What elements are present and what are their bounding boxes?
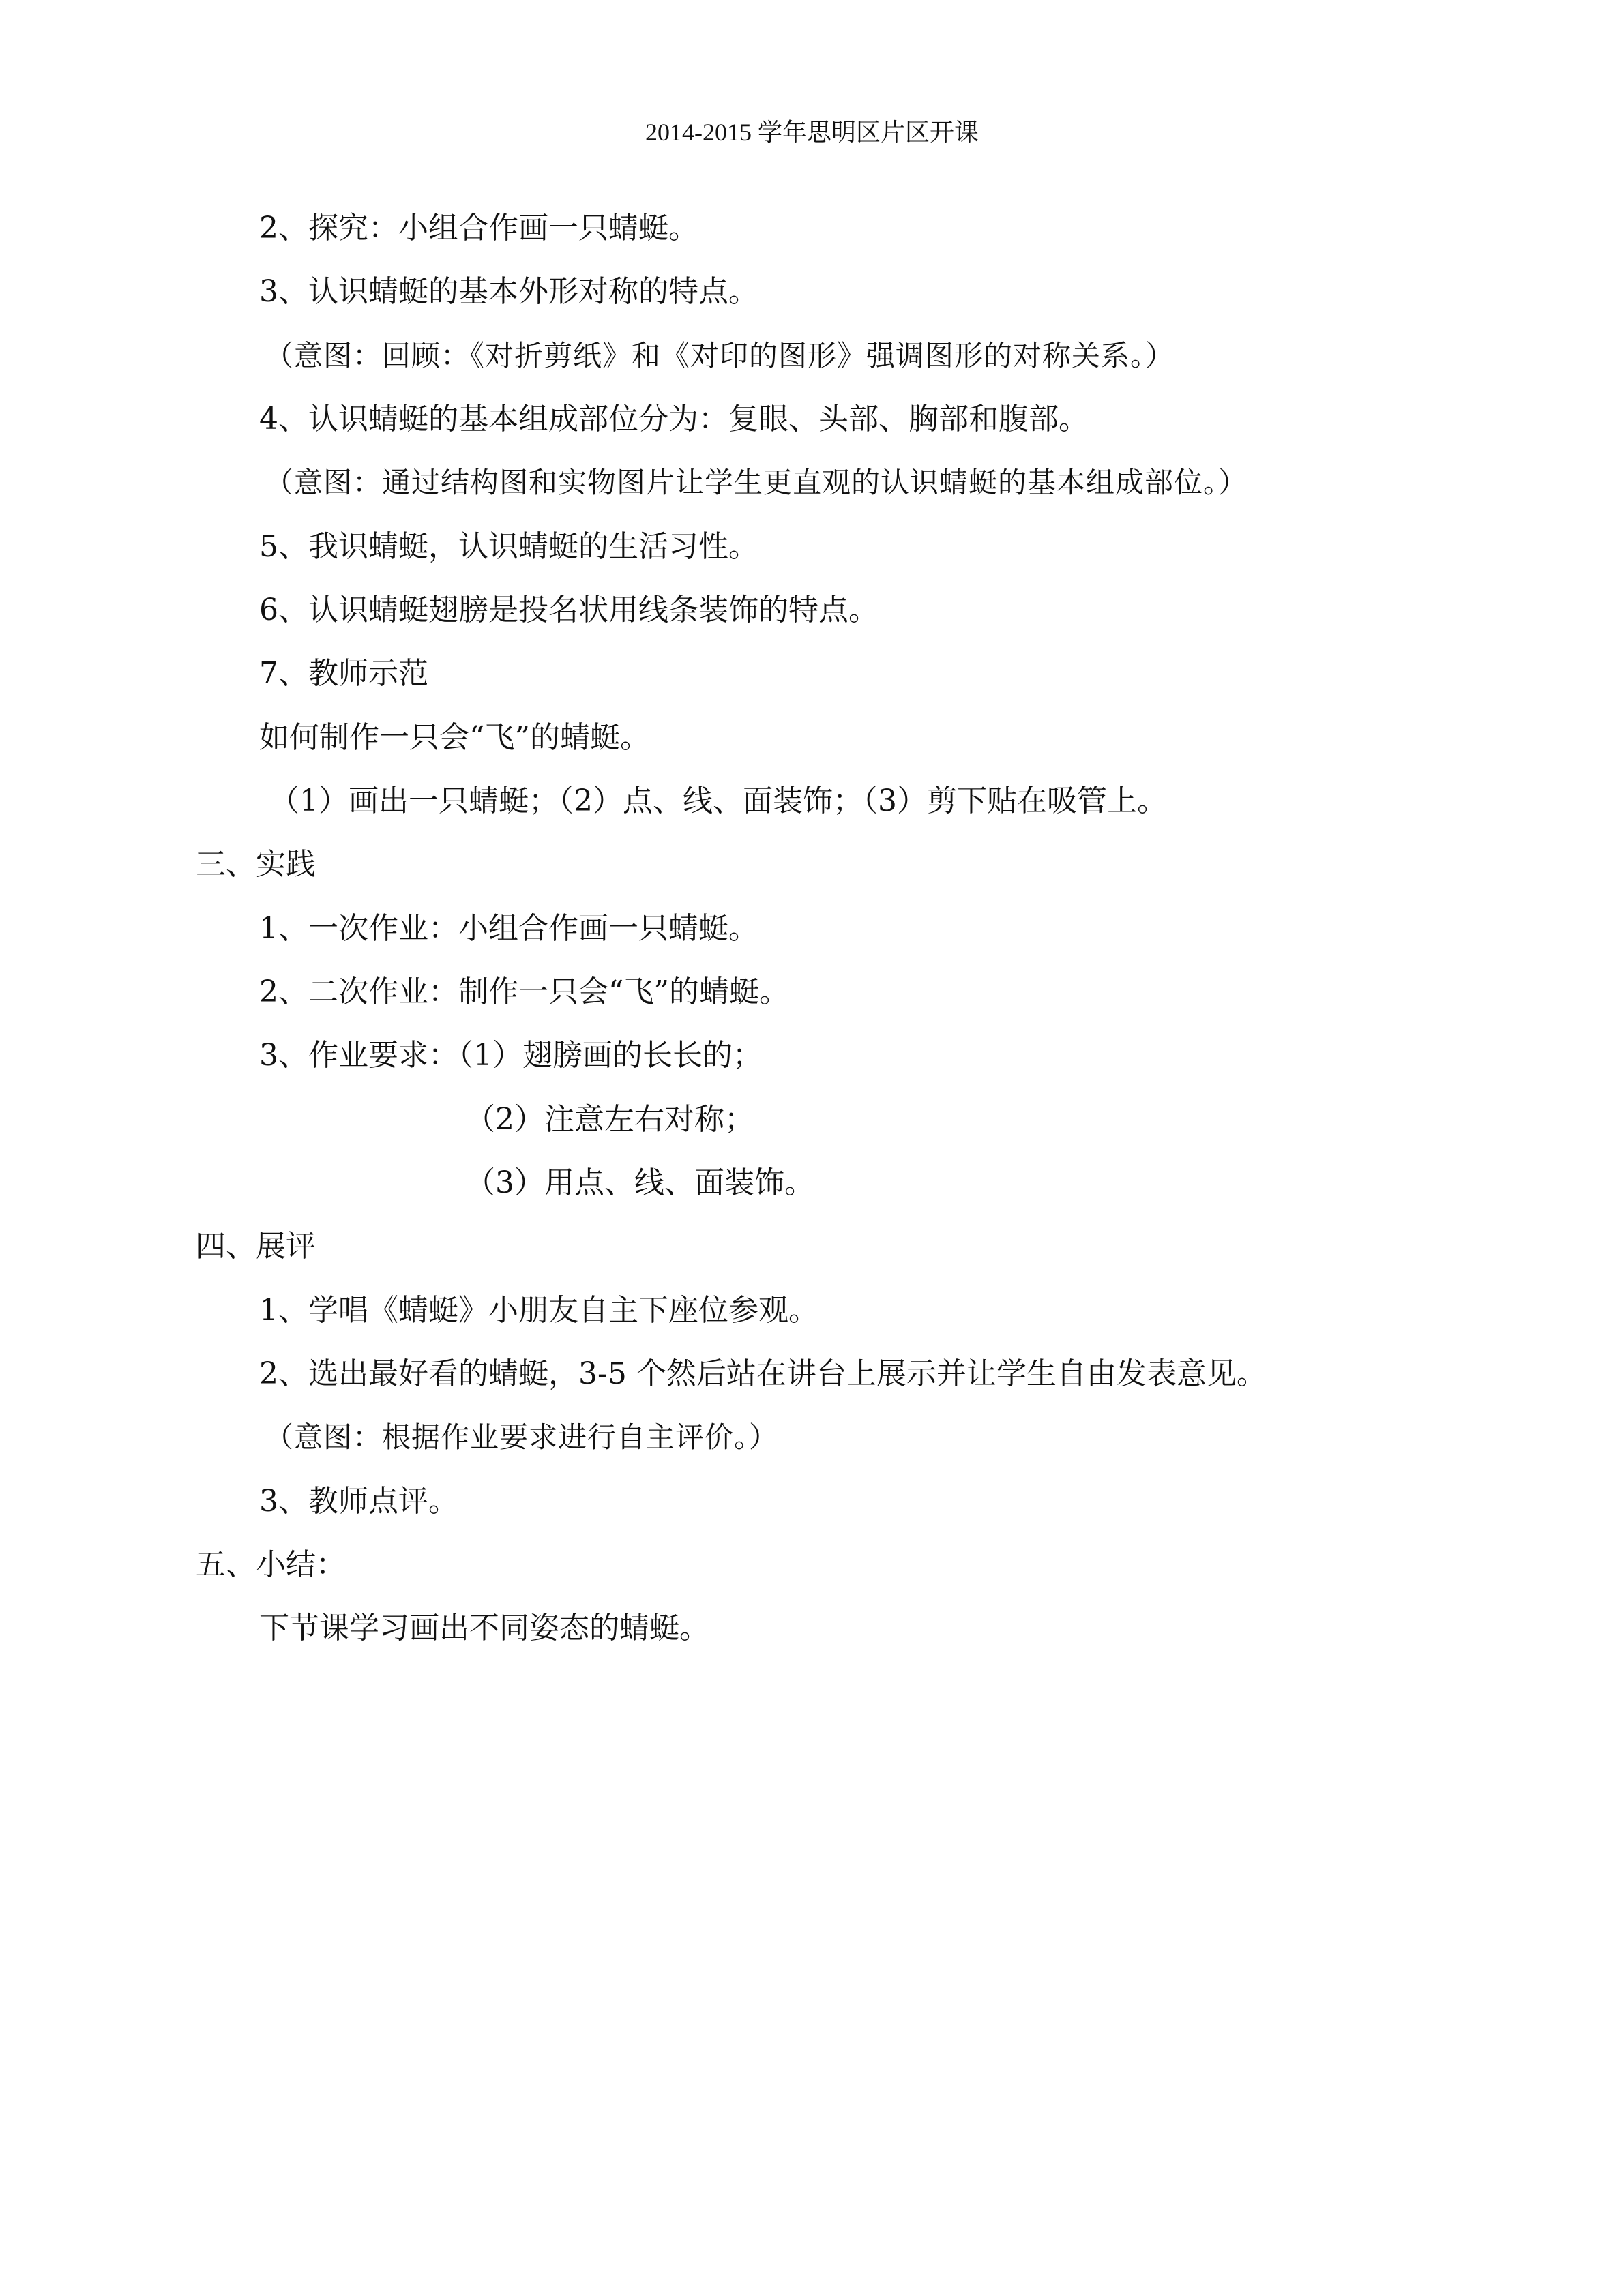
line-teacher-demo: 7、教师示范 bbox=[259, 656, 428, 691]
line-intent-body-parts: （意图：通过结构图和实物图片让学生更直观的认识蜻蜓的基本组成部位。） bbox=[265, 466, 1248, 499]
page-header: 2014-2015 学年思明区片区开课 bbox=[645, 119, 979, 146]
line-wings: 6、认识蜻蜓翅膀是投名状用线条装饰的特点。 bbox=[259, 593, 879, 627]
line-teacher-review: 3、教师点评。 bbox=[259, 1484, 458, 1519]
section-summary-heading: 五、小结： bbox=[196, 1547, 346, 1582]
line-steps: （1）画出一只蜻蜓；（2）点、线、面装饰；（3）剪下贴在吸管上。 bbox=[269, 784, 1167, 818]
section-practice-heading: 三、实践 bbox=[196, 847, 316, 882]
line-requirements: 3、作业要求：（1）翅膀画的长长的； bbox=[259, 1038, 763, 1073]
line-habits: 5、我识蜻蜓，认识蜻蜓的生活习性。 bbox=[259, 529, 758, 564]
line-intent-symmetry: （意图：回顾：《对折剪纸》和《对印的图形》强调图形的对称关系。） bbox=[265, 339, 1175, 372]
line-explore: 2、探究：小组合作画一只蜻蜓。 bbox=[259, 211, 698, 245]
line-intent-evaluation: （意图：根据作业要求进行自主评价。） bbox=[265, 1420, 779, 1454]
line-how-to-make: 如何制作一只会“飞”的蜻蜓。 bbox=[259, 720, 650, 755]
line-requirement-3: （3）用点、线、面装饰。 bbox=[465, 1165, 814, 1200]
line-next-lesson: 下节课学习画出不同姿态的蜻蜓。 bbox=[259, 1611, 709, 1645]
line-requirement-2: （2）注意左右对称； bbox=[465, 1102, 754, 1137]
line-sing: 1、学唱《蜻蜓》小朋友自主下座位参观。 bbox=[259, 1293, 818, 1328]
line-symmetry: 3、认识蜻蜓的基本外形对称的特点。 bbox=[259, 274, 758, 309]
line-body-parts: 4、认识蜻蜓的基本组成部位分为：复眼、头部、胸部和腹部。 bbox=[259, 402, 1089, 436]
line-second-assignment: 2、二次作业：制作一只会“飞”的蜻蜓。 bbox=[259, 974, 789, 1009]
line-first-assignment: 1、一次作业：小组合作画一只蜻蜓。 bbox=[259, 911, 758, 946]
line-select-best: 2、选出最好看的蜻蜓，3-5 个然后站在讲台上展示并让学生自由发表意见。 bbox=[259, 1356, 1267, 1391]
section-showcase-heading: 四、展评 bbox=[196, 1229, 316, 1264]
